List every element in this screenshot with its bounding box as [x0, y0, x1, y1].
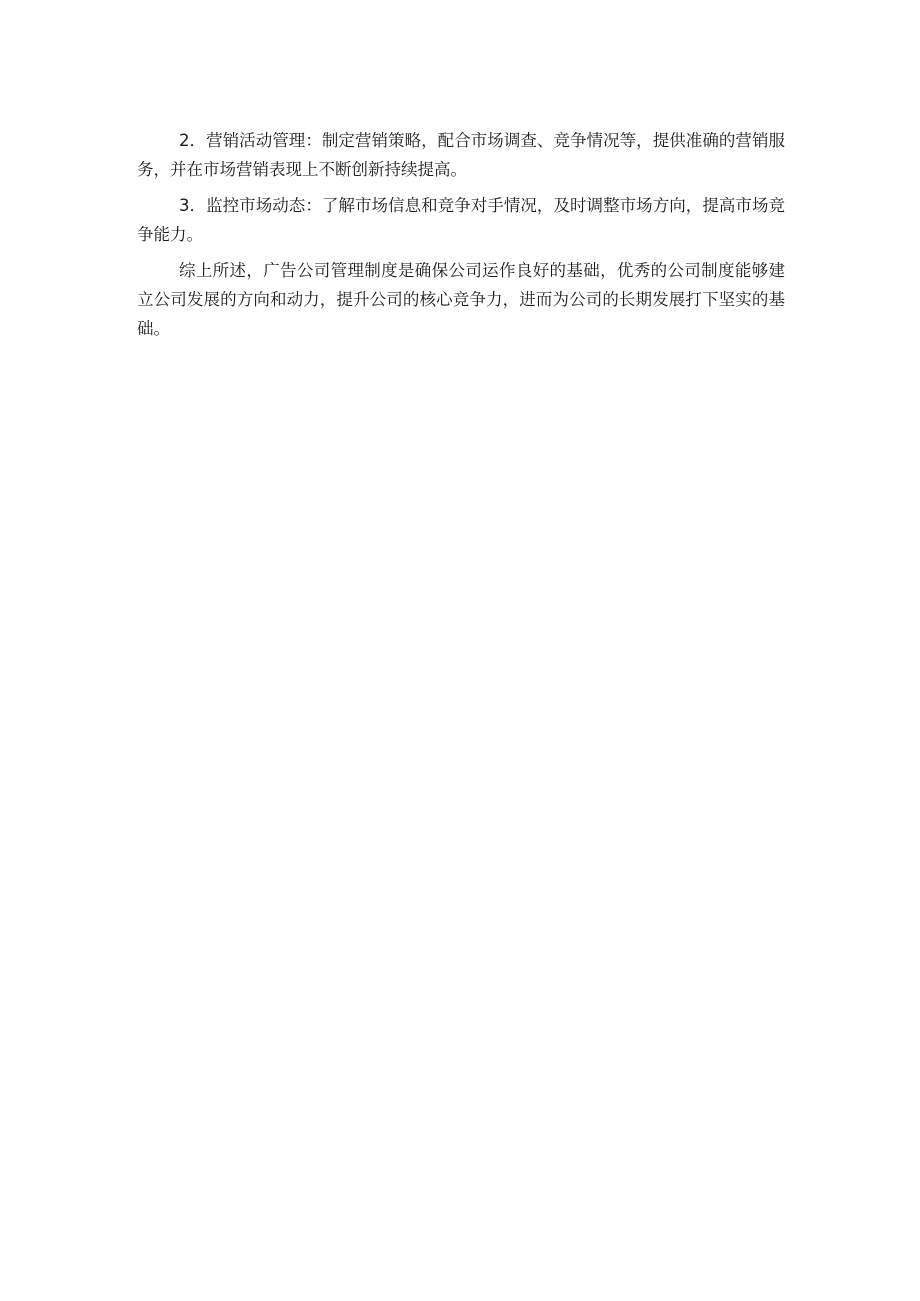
paragraph-market-monitoring: 3．监控市场动态：了解市场信息和竞争对手情况，及时调整市场方向，提高市场竞争能力。 [137, 196, 785, 244]
paragraph-marketing-management: 2．营销活动管理：制定营销策略，配合市场调查、竞争情况等，提供准确的营销服务，并在市场营销表现上不断创新持续提高。 [137, 131, 785, 179]
paragraph-summary: 综上所述，广告公司管理制度是确保公司运作良好的基础，优秀的公司制度能够建立公司发展的方向和动力，提升公司的核心竞争力，进而为公司的长期发展打下坚实的基础。 [137, 261, 785, 338]
document-body [137, 126, 785, 350]
